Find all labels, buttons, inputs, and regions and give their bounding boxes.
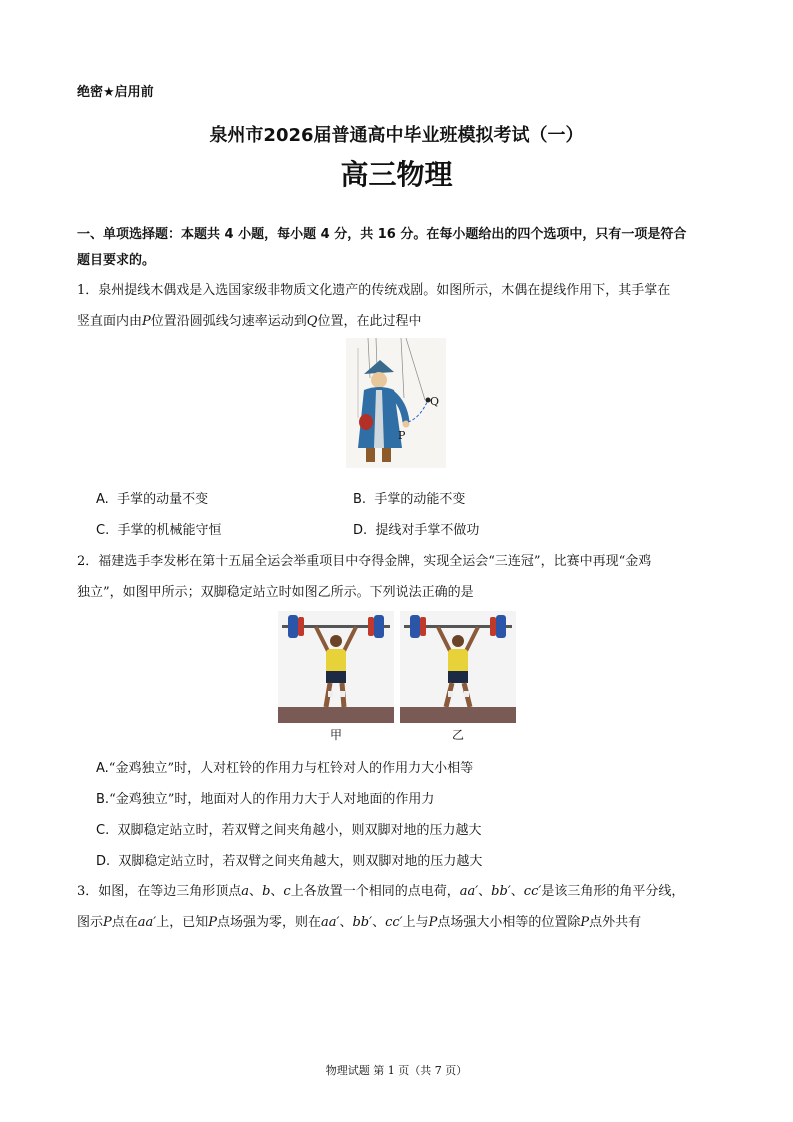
q1-stem-line1: 1．泉州提线木偶戏是入选国家级非物质文化遗产的传统戏剧。如图所示，木偶在提线作用下，其手掌在	[77, 283, 671, 298]
fig-label-jia: 甲	[329, 728, 342, 742]
q1-option-a: A. 手掌的动量不变	[96, 492, 209, 507]
q3-stem-line2: 图示P点在aa′上，已知P点场强为零，则在aa′、bb′、cc′上与P点场强大小相等的位置除P点外共有	[77, 915, 642, 930]
puppet-figure	[346, 338, 446, 468]
weightlifter-photo-right	[400, 611, 516, 723]
q1-stem-line2: 竖直面内由P位置沿圆弧线匀速率运动到Q位置，在此过程中	[77, 314, 422, 329]
q2-stem-line2: 独立”，如图甲所示；双脚稳定站立时如图乙所示。下列说法正确的是	[77, 585, 474, 600]
q1-option-c: C. 手掌的机械能守恒	[96, 523, 222, 538]
q1-option-d: D. 提线对手掌不做功	[353, 523, 480, 538]
weightlifter-photo-left	[278, 611, 394, 723]
q3-stem-line1: 3．如图，在等边三角形顶点a、b、c上各放置一个相同的点电荷，aa′、bb′、cc′是该三角形的角平分线，	[77, 884, 685, 899]
q2-option-b: B.“金鸡独立”时，地面对人的作用力大于人对地面的作用力	[96, 792, 435, 807]
fig-label-q: Q	[430, 395, 440, 408]
q2-option-c: C. 双脚稳定站立时，若双臂之间夹角越小，则双脚对地的压力越大	[96, 823, 482, 838]
page-title: 高三物理	[340, 158, 453, 191]
exam-title: 泉州市2026届普通高中毕业班模拟考试（一）	[209, 125, 584, 146]
fig-label-yi: 乙	[451, 728, 464, 742]
secrecy-mark: 绝密★启用前	[77, 85, 154, 100]
fig-label-p: P	[398, 429, 406, 442]
q2-option-a: A.“金鸡独立”时，人对杠铃的作用力与杠铃对人的作用力大小相等	[96, 761, 474, 776]
q2-option-d: D. 双脚稳定站立时，若双臂之间夹角越大，则双脚对地的压力越大	[96, 854, 483, 869]
page-footer: 物理试题 第 1 页（共 7 页）	[325, 1064, 468, 1077]
section-heading-line2: 题目要求的。	[77, 253, 156, 268]
q1-option-b: B. 手掌的动能不变	[353, 492, 466, 507]
q2-stem-line1: 2．福建选手李发彬在第十五届全运会举重项目中夺得金牌，实现全运会“三连冠”，比赛中再现“金鸡	[77, 554, 652, 569]
section-heading-line1: 一、单项选择题：本题共 4 小题，每小题 4 分，共 16 分。在每小题给出的四个选项中，只有一项是符合	[77, 227, 687, 242]
